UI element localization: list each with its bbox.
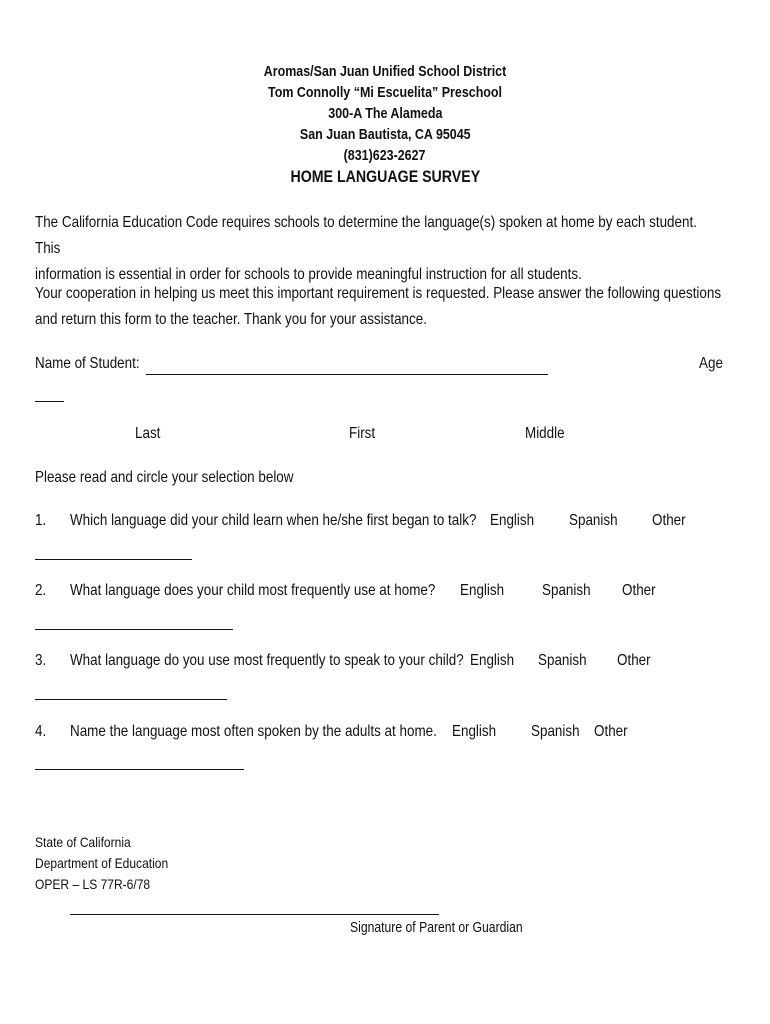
student-name-field[interactable]: [146, 374, 548, 375]
instructions-text: Please read and circle your selection below: [35, 469, 294, 486]
student-name-label: Name of Student:: [35, 355, 140, 372]
form-title: HOME LANGUAGE SURVEY: [290, 168, 480, 186]
form-footer: [35, 832, 190, 895]
first-name-caption: First: [349, 425, 376, 442]
question-number: 1.: [35, 512, 47, 529]
district-name: Aromas/San Juan Unified School District: [263, 64, 507, 80]
q3-option-spanish[interactable]: Spanish: [538, 652, 587, 669]
last-name-caption: Last: [135, 425, 161, 442]
q4-option-other[interactable]: Other: [594, 723, 628, 740]
q1-other-field[interactable]: [35, 559, 192, 560]
form-header: [0, 62, 770, 189]
footer-form-code: OPER – LS 77R-6/78: [35, 876, 151, 892]
q4-other-field[interactable]: [35, 769, 244, 770]
footer-department: Department of Education: [35, 855, 169, 871]
q1-option-other[interactable]: Other: [652, 512, 686, 529]
question-text: What language does your child most frequently use at home?: [70, 582, 436, 599]
signature-label: Signature of Parent or Guardian: [350, 920, 523, 936]
q4-option-english[interactable]: English: [452, 723, 497, 740]
question-text: What language do you use most frequently to speak to your child?: [70, 652, 464, 669]
intro-paragraph-2: Your cooperation in helping us meet this important requirement is requested. Please answer the following questions and return this form to the teacher. Thank you for your assistance.: [35, 285, 722, 328]
q3-option-other[interactable]: Other: [617, 652, 651, 669]
question-text: Which language did your child learn when he/she first began to talk?: [70, 512, 477, 529]
intro-paragraph-1: The California Education Code requires schools to determine the language(s) spoken at home by each student. This information is essential in order for schools to provide meaningful instruction for all students.: [35, 214, 697, 283]
school-name: Tom Connolly “Mi Escuelita” Preschool: [268, 85, 502, 101]
q2-option-other[interactable]: Other: [622, 582, 656, 599]
question-number: 4.: [35, 723, 47, 740]
q2-option-spanish[interactable]: Spanish: [542, 582, 591, 599]
phone-number: (831)623-2627: [344, 148, 426, 164]
question-number: 2.: [35, 582, 47, 599]
middle-name-caption: Middle: [525, 425, 565, 442]
q1-option-spanish[interactable]: Spanish: [569, 512, 618, 529]
q2-option-english[interactable]: English: [460, 582, 505, 599]
question-text: Name the language most often spoken by the adults at home.: [70, 723, 437, 740]
q3-option-english[interactable]: English: [470, 652, 515, 669]
age-label: Age: [699, 355, 723, 372]
q2-other-field[interactable]: [35, 629, 233, 630]
city-address: San Juan Bautista, CA 95045: [299, 127, 471, 143]
age-field[interactable]: [35, 401, 64, 402]
q4-option-spanish[interactable]: Spanish: [531, 723, 580, 740]
street-address: 300-A The Alameda: [327, 106, 443, 122]
question-number: 3.: [35, 652, 47, 669]
footer-state: State of California: [35, 834, 131, 850]
signature-line[interactable]: [70, 914, 439, 915]
q3-other-field[interactable]: [35, 699, 227, 700]
q1-option-english[interactable]: English: [490, 512, 535, 529]
